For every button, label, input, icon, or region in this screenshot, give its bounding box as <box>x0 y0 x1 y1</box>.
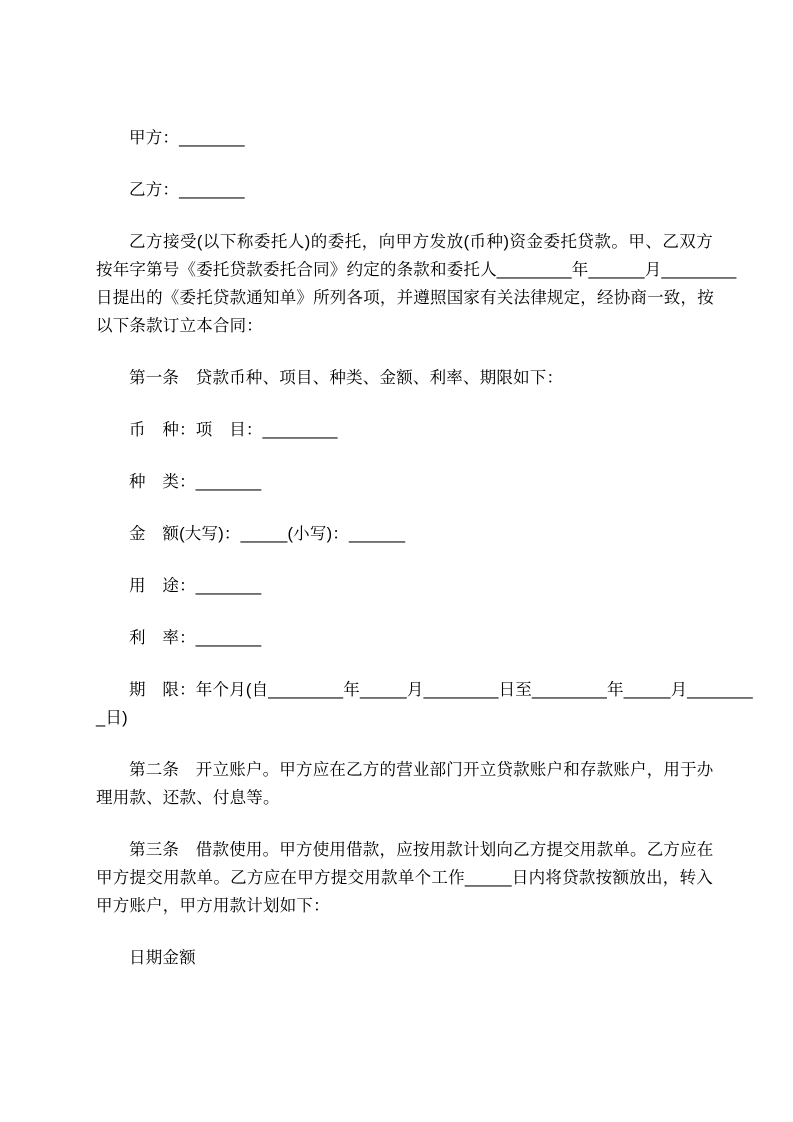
text-line: 甲方提交用款单。乙方应在甲方提交用款单个工作_____日内将贷款按额放出，转入 <box>96 869 713 887</box>
paragraph <box>96 836 713 920</box>
paragraph <box>96 416 713 444</box>
text-line: 第三条 借款使用。甲方使用借款，应按用款计划向乙方提交用款单。乙方应在 <box>129 841 714 859</box>
text-line: 种 类：_______ <box>129 473 262 491</box>
text-line: 第二条 开立账户。甲方应在乙方的营业部门开立贷款账户和存款账户，用于办 <box>129 761 714 779</box>
text-line: _日) <box>96 709 128 727</box>
paragraph <box>96 624 713 652</box>
text-line: 金 额(大写)：_____(小写)：______ <box>129 525 406 543</box>
paragraph <box>96 176 713 204</box>
text-line: 理用款、还款、付息等。 <box>96 789 280 807</box>
paragraph <box>96 520 713 548</box>
document-body <box>96 124 753 972</box>
text-line: 日期金额 <box>129 949 196 967</box>
text-line: 利 率：_______ <box>129 629 262 647</box>
paragraph <box>96 364 713 392</box>
paragraph <box>96 228 737 340</box>
text-line: 甲方：_______ <box>129 129 245 147</box>
paragraph <box>96 676 753 732</box>
paragraph <box>96 468 713 496</box>
text-line: 币 种：项 目：________ <box>129 421 338 439</box>
text-line: 按年字第号《委托贷款委托合同》约定的条款和委托人________年______月________ <box>96 261 737 279</box>
text-line: 乙方：_______ <box>129 181 245 199</box>
text-line: 期 限：年个月(自________年_____月________日至________年_____月_______ <box>129 681 753 699</box>
paragraph <box>96 572 713 600</box>
text-line: 以下条款订立本合同： <box>96 317 263 335</box>
paragraph <box>96 944 713 972</box>
paragraph <box>96 756 713 812</box>
text-line: 用 途：_______ <box>129 577 262 595</box>
paragraph <box>96 124 713 152</box>
text-line: 乙方接受(以下称委托人)的委托，向甲方发放(币种)资金委托贷款。甲、乙双方 <box>129 233 713 251</box>
text-line: 日提出的《委托贷款通知单》所列各项，并遵照国家有关法律规定，经协商一致，按 <box>96 289 714 307</box>
text-line: 第一条 贷款币种、项目、种类、金额、利率、期限如下： <box>129 369 564 387</box>
text-line: 甲方账户，甲方用款计划如下： <box>96 897 330 915</box>
